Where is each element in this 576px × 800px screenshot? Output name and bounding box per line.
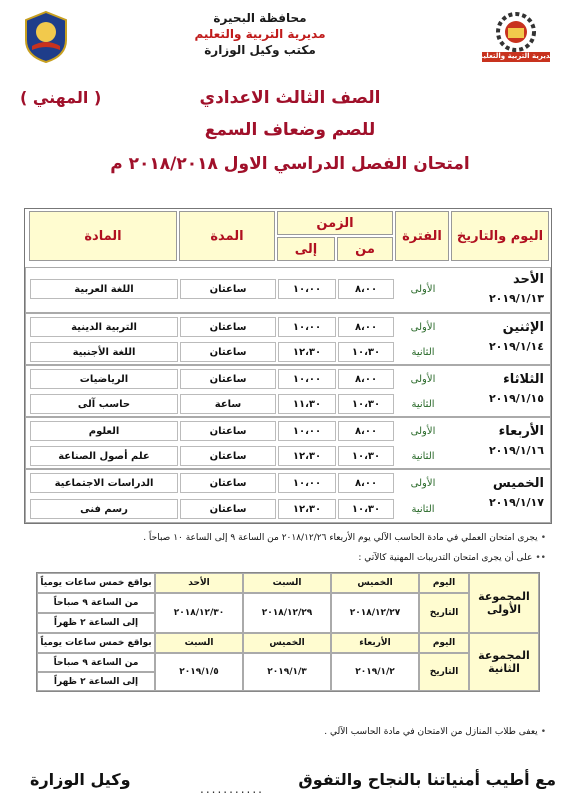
subject-cell: اللغة العربية <box>30 279 178 299</box>
duration-cell: ساعتان <box>180 279 276 299</box>
table-row <box>26 496 552 522</box>
day-block <box>25 267 551 313</box>
duration-cell: ساعتان <box>180 473 276 493</box>
from-cell: ٨،٠٠ <box>338 279 394 299</box>
header-day-date: اليوم والتاريخ <box>451 211 549 261</box>
duration-cell: ساعتان <box>180 317 276 337</box>
day-name: الأربعاء <box>498 424 544 439</box>
day-block <box>25 313 551 365</box>
from-cell: ١٠،٣٠ <box>338 499 394 519</box>
period-cell: الثانية <box>396 499 450 519</box>
period-cell: الثانية <box>396 446 450 466</box>
from-cell: ١٠،٣٠ <box>338 446 394 466</box>
label-day: اليوم <box>419 633 469 653</box>
table-row <box>26 391 552 417</box>
exam-schedule-table <box>24 208 552 524</box>
subject-cell: رسم فنى <box>30 499 178 519</box>
group-date: ٢٠١٩/١/٥ <box>155 653 243 691</box>
table-row <box>26 443 552 469</box>
duration-cell: ساعتان <box>180 421 276 441</box>
table-row <box>26 339 552 365</box>
from-cell: ١٠،٣٠ <box>338 394 394 414</box>
from-cell: ٨،٠٠ <box>338 369 394 389</box>
header-subject: المادة <box>29 211 177 261</box>
subject-cell: التربية الدينية <box>30 317 178 337</box>
label-date: التاريخ <box>419 653 469 691</box>
day-date: ٢٠١٩/١/١٥ <box>488 392 544 405</box>
period-cell: الأولى <box>396 317 450 337</box>
table-row <box>26 418 552 444</box>
table-row <box>26 470 552 496</box>
governorate-name: محافظة البحيرة <box>213 11 307 25</box>
day-name: الأحد <box>512 272 544 287</box>
to-cell: ١٠،٠٠ <box>278 279 336 299</box>
group-day: السبت <box>155 633 243 653</box>
footer-wishes: مع أطيب أمنياتنا بالنجاح والتفوق <box>298 770 556 789</box>
exam-title: امتحان الفصل الدراسي الاول ٢٠١٨/٢٠١٨ م <box>110 154 470 174</box>
vocational-badge: ( المهني ) <box>20 88 102 107</box>
ministry-logo-caption: مديرية التربية والتعليم <box>477 52 555 60</box>
header-from: من <box>337 237 393 261</box>
subject-cell: العلوم <box>30 421 178 441</box>
schedule-note-line: من الساعة ٩ صباحاً <box>37 593 155 613</box>
to-cell: ١٢،٣٠ <box>278 342 336 362</box>
group-day: الخميس <box>331 573 419 593</box>
footer-signature: وكيل الوزارة <box>30 770 131 789</box>
period-cell: الأولى <box>396 369 450 389</box>
group-day: الخميس <box>243 633 331 653</box>
header-time: الزمن <box>277 211 393 235</box>
from-cell: ٨،٠٠ <box>338 317 394 337</box>
from-cell: ٨،٠٠ <box>338 473 394 493</box>
group-date: ٢٠١٨/١٢/٢٧ <box>331 593 419 633</box>
header-text-block <box>160 10 360 58</box>
subject-cell: اللغة الأجنبية <box>30 342 178 362</box>
note-computer-practical <box>143 533 546 543</box>
day-date: ٢٠١٩/١/١٦ <box>488 444 544 457</box>
schedule-note-line: بواقع خمس ساعات يومياً <box>37 633 155 653</box>
audience-title: للصم وضعاف السمع <box>204 120 376 140</box>
office-name: مكتب وكيل الوزارة <box>204 43 316 57</box>
bullet-icon: • <box>540 727 546 737</box>
day-date: ٢٠١٩/١/١٤ <box>488 340 544 353</box>
group-date: ٢٠١٩/١/٢ <box>331 653 419 691</box>
period-cell: الثانية <box>396 394 450 414</box>
ministry-logo <box>476 8 556 68</box>
day-date: ٢٠١٩/١/١٧ <box>488 496 544 509</box>
directorate-name: مديرية التربية والتعليم <box>194 27 326 41</box>
from-cell: ١٠،٣٠ <box>338 342 394 362</box>
to-cell: ١٢،٣٠ <box>278 499 336 519</box>
governorate-logo <box>22 10 70 64</box>
duration-cell: ساعة <box>180 394 276 414</box>
to-cell: ١٠،٠٠ <box>278 421 336 441</box>
subject-cell: علم أصول الصناعة <box>30 446 178 466</box>
table-row <box>26 314 552 340</box>
footer-dots: ........... <box>200 782 264 796</box>
note-text: يعفى طلاب المنازل من الامتحان في مادة الحاسب الآلي . <box>324 727 538 737</box>
to-cell: ١٠،٠٠ <box>278 473 336 493</box>
note-text: يجرى امتحان العملي في مادة الحاسب الآلي يوم الأربعاء ٢٠١٨/١٢/٢٦ من الساعة ٩ إلى الساعة ١٠ صباحاً . <box>143 533 538 543</box>
label-day: اليوم <box>419 573 469 593</box>
to-cell: ١٢،٣٠ <box>278 446 336 466</box>
group-date: ٢٠١٩/١/٣ <box>243 653 331 691</box>
group-day: الأربعاء <box>331 633 419 653</box>
period-cell: الأولى <box>396 279 450 299</box>
day-block <box>25 469 551 523</box>
to-cell: ١١،٣٠ <box>278 394 336 414</box>
group-day: السبت <box>243 573 331 593</box>
grade-title: الصف الثالث الاعدادي <box>199 88 381 108</box>
header-to: إلى <box>277 237 335 261</box>
subject-cell: الرياضيات <box>30 369 178 389</box>
group-date: ٢٠١٨/١٢/٣٠ <box>155 593 243 633</box>
training-schedule-table <box>36 572 540 692</box>
table-row <box>26 366 552 392</box>
header-period: الفترة <box>395 211 449 261</box>
day-block <box>25 365 551 417</box>
duration-cell: ساعتان <box>180 446 276 466</box>
period-cell: الأولى <box>396 473 450 493</box>
label-date: التاريخ <box>419 593 469 633</box>
group-day: الأحد <box>155 573 243 593</box>
bullet-icon: • <box>540 533 546 543</box>
duration-cell: ساعتان <box>180 369 276 389</box>
schedule-note-line: من الساعة ٩ صباحاً <box>37 653 155 672</box>
schedule-note-line: بواقع خمس ساعات يومياً <box>37 573 155 593</box>
to-cell: ١٠،٠٠ <box>278 369 336 389</box>
day-name: الإثنين <box>502 320 544 335</box>
footer <box>0 764 576 800</box>
schedule-note-line: إلى الساعة ٢ ظهراً <box>37 613 155 633</box>
note-vocational-intro <box>358 553 546 563</box>
schedule-note-line: إلى الساعة ٢ ظهراً <box>37 672 155 691</box>
subject-cell: الدراسات الاجتماعية <box>30 473 178 493</box>
table-header <box>25 209 551 265</box>
subject-cell: حاسب آلى <box>30 394 178 414</box>
group-name: المجموعة الثانية <box>469 633 539 691</box>
group-name: المجموعة الأولى <box>469 573 539 633</box>
note-home-exempt <box>324 727 546 737</box>
bullet-icon: •• <box>535 553 546 563</box>
day-date: ٢٠١٩/١/١٣ <box>488 292 544 305</box>
day-name: الثلاثاء <box>503 372 544 387</box>
from-cell: ٨،٠٠ <box>338 421 394 441</box>
title-block <box>0 88 576 188</box>
day-block <box>25 417 551 469</box>
to-cell: ١٠،٠٠ <box>278 317 336 337</box>
group-date: ٢٠١٨/١٢/٢٩ <box>243 593 331 633</box>
table-row <box>26 276 552 302</box>
day-name: الخميس <box>492 476 544 491</box>
note-text: على أن يجرى امتحان التدريبات المهنية كالآتي : <box>358 553 533 563</box>
duration-cell: ساعتان <box>180 499 276 519</box>
period-cell: الثانية <box>396 342 450 362</box>
duration-cell: ساعتان <box>180 342 276 362</box>
header-duration: المدة <box>179 211 275 261</box>
period-cell: الأولى <box>396 421 450 441</box>
